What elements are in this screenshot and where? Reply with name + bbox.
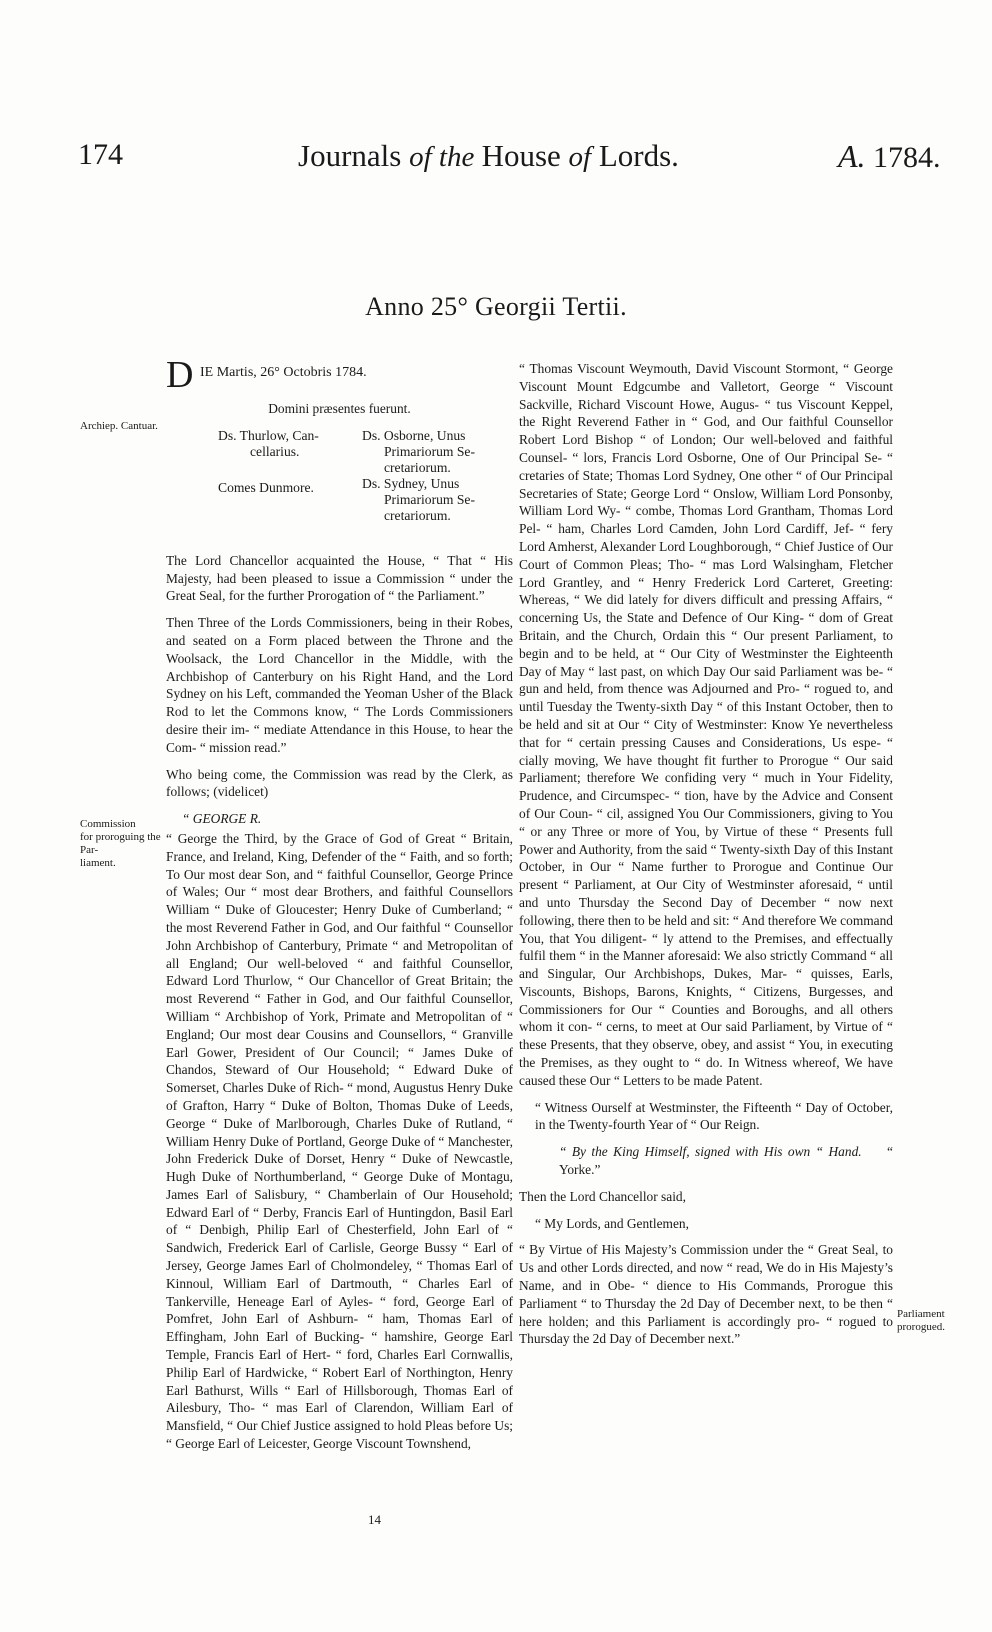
margin-note-commission	[80, 818, 162, 870]
margin-note-line: Parliament	[897, 1308, 945, 1320]
page-header	[0, 138, 992, 188]
lord-line: Ds. Sydney, Unus	[362, 475, 460, 491]
anno-heading: Anno 25° Georgii Tertii.	[365, 292, 627, 321]
lord-line: Primariorum Se-	[384, 443, 475, 459]
lord-osborne	[362, 428, 475, 476]
lord-line: cretariorum.	[384, 507, 451, 523]
lord-line: cretariorum.	[384, 459, 451, 475]
year-number: 1784.	[865, 141, 941, 174]
commission-text-continued: “ Thomas Viscount Weymouth, David Viscount Stormont, “ George Viscount Mount Edgcumbe and Valletort, George “ Viscount Sackville, Richard Viscount Howe, Augus- “ tus Viscount Keppel, the Right Reverend Father in “ God, and Our faithful Counsellor Robert Lord Bishop “ of London; Our well-beloved and faithful Counsel- “ lors, Francis Lord Osborne, One of Our Principal Se- “ cretaries of State; Thomas Lord Sydney, One other “ of Our Principal Secretaries of State; George Lord “ Onslow, William Lord Ponsonby, William Lord Wy- “ combe, Thomas Lord Grantham, Thomas Lord Pel- “ ham, Charles Lord Camden, John Lord Cardiff, Jef- “ fery Lord Amherst, Alexander Lord Loughborough, “ Chief Justice of Our Court of Common Pleas; Tho- “ mas Lord Walsingham, Fletcher Lord Grantley, and “ Henry Frederick Lord Carteret, Greeting: Whereas, “ We did lately for divers difficult and pressing Affairs, “ concerning Us, the State and Defence of Our King- “ dom of Great Britain, and the Church, Ordain this “ Our present Parliament, to begin and to be held, at “ Our City of Westminster the Eighteenth Day of May “ last past, on which Day Our said Parliament was be- “ gun and held, from thence was Adjourned and Pro- “ rogued to, and until Tuesday the Twenty-sixth Day “ of this Instant October, then to be held and sit at Our “ City of Westminster: Know Ye nevertheless that for “ certain pressing Causes and Considerations, Us espe- “ cially moving, We have thought fit further to Prorogue “ Our said Parliament; therefore We confiding very “ much in Your Fidelity, Prudence, and Circumspec- “ tion, have by the Advice and Consent of Our Coun- “ cil, assigned You Our Commissioners, giving to You “ or any Three or more of You, by Virtue of these “ Presents full Power and Authority, from the said “ Twenty-sixth Day of this Instant October, in Our “ Name further to Prorogue and Continue Our present “ Parliament, at Our City of Westminster aforesaid, “ until and unto Thursday the Second Day of December “ now next following, there then to be held and sit: “ And therefore We command You, that You diligent- “ ly attend to the Premises, and effectually fulfil them “ in the Manner aforesaid: We also strictly Command “ all and Singular, Our Archbishops, Dukes, Mar- “ quisses, Earls, Viscounts, Bishops, Barons, Knights, “ Citizens, Burgesses, and Commissioners for Our “ Counties and Boroughs, and all others whom it con- “ cerns, to meet at Our said Parliament, by Virtue of “ these Presents, that they observe, obey, and assist “ You, in executing the Premises, as they ought to “ do. In Witness whereof, We have caused these Our “ Letters to be made Patent.	[519, 361, 893, 1088]
signature-clause	[519, 1143, 893, 1179]
title-part: of	[568, 141, 592, 173]
title-part: the	[431, 141, 482, 173]
witness-clause: “ Witness Ourself at Westminster, the Fifteenth “ Day of October, in the Twenty-fourth Year of “ Our Reign.	[535, 1099, 893, 1133]
title-part: Journals	[298, 138, 410, 173]
date-line: IE Martis, 26° Octobris 1784.	[200, 365, 367, 380]
catchword: 14	[368, 1512, 381, 1527]
margin-archbishop: Archiep. Cantuar.	[80, 420, 158, 432]
lord-line: Primariorum Se-	[384, 491, 475, 507]
paragraph: The Lord Chancellor acquainted the House, “ That “ His Majesty, had been pleased to issue a Commission “ under the Great Seal, for the further Prorogation of “ the Parliament.”	[166, 552, 513, 604]
prorogation-speech: “ By Virtue of His Majesty’s Commission under the “ Great Seal, to Us and other Lords directed, and now “ read, We do in His Majesty’s Name, and in Obe- “ dience to His Commands, Prorogue this Parliament “ to Thursday the 2d Day of December next, to be then “ here holden; and this Parliament is accordingly pro- “ rogued to Thursday the 2d Day of December next.”	[519, 1242, 893, 1347]
year-letter: A.	[838, 138, 866, 174]
lord-line: Ds. Osborne, Unus	[362, 427, 466, 443]
lord-thurlow	[218, 428, 319, 460]
commission-text: “ George the Third, by the Grace of God of Great “ Britain, France, and Ireland, King, Defender of the “ Faith, and so forth; To Our most dear Son, and “ faithful Counsellor, George Prince of Wales; Our “ most dear Brothers, and faithful Counsellors William “ Duke of Gloucester; Henry Duke of Cumberland; “ the most Reverend Father in God, and Our faithful “ Counsellor John Archbishop of Canterbury, Primate “ and Metropolitan of all England; Our well-beloved “ and faithful Counsellor, Edward Lord Thurlow, “ Our Chancellor of Great Britain; the most Reverend “ Father in God, and Our faithful Counsellor, William “ Archbishop of York, Primate and Metropolitan of “ England; Our most dear Cousins and Counsellors, “ Granville Earl Gower, President of Our Council; “ James Duke of Chandos, Steward of Our Household; “ Edward Duke of Somerset, Charles Duke of Rich- “ mond, Augustus Henry Duke of Grafton, Harry “ Duke of Bolton, Thomas Duke of Leeds, George “ Duke of Marlborough, Charles Duke of Rutland, “ William Henry Duke of Portland, George Duke of “ Manchester, John Frederick Duke of Dorset, Henry “ Duke of Newcastle, Hugh Duke of Northumberland, “ George Duke of Montagu, James Earl of Salisbury, “ Chamberlain of Our Household; Edward Earl of “ Derby, Francis Earl of Huntingdon, Basil Earl of “ Denbigh, Philip Earl of Chesterfield, John Earl of “ Sandwich, Frederick Earl of Carlisle, George Bussy “ Earl of Jersey, George James Earl of Cholmondeley, “ Thomas Earl of Kinnoul, William Earl of Dartmouth, “ Charles Earl of Tankerville, Heneage Earl of Ayles- “ ford, George Earl of Pomfret, John Earl of Ashburn- “ ham, Thomas Earl of Effingham, John Earl of Bucking- “ hamshire, George Earl Temple, Francis Earl of Hert- “ ford, Charles Earl Cornwallis, Philip Earl of Hardwicke, “ Robert Earl of Northington, Henry Earl Bathurst, Wills “ Earl of Hillsborough, Thomas Earl of Ailesbury, Tho- “ mas Earl of Clarendon, William Earl of Mansfield, “ Our Chief Justice assigned to hold Pleas before Us; “ George Earl of Leicester, George Viscount Townshend,	[166, 830, 513, 1452]
present-heading: Domini præsentes fuerunt.	[268, 401, 411, 416]
paragraph: Who being come, the Commission was read by the Clerk, as follows; (videlicet)	[166, 766, 513, 800]
paragraph: Then Three of the Lords Commissioners, being in their Robes, and seated on a Form placed between the Throne and the Woolsack, the Lord Chancellor in the Middle, with the Archbishop of Canterbury on his Right Hand, and the Lord Sydney on his Left, commanded the Yeoman Usher of the Black Rod to let the Commons know, “ The Lords Commissioners desire their im- “ mediate Attendance in this House, to hear the Com- “ mission read.”	[166, 615, 513, 755]
title-part: Lords.	[591, 138, 679, 173]
year-mark	[838, 138, 941, 175]
right-column	[519, 360, 893, 1357]
session-date	[166, 354, 513, 396]
lords-present	[166, 422, 513, 552]
title-part: of	[409, 141, 432, 173]
paragraph: Then the Lord Chancellor said,	[519, 1188, 686, 1204]
page-number: 174	[78, 138, 123, 171]
drop-cap: D	[166, 354, 194, 396]
margin-note-line: for proroguing the Par-	[80, 831, 161, 856]
lord-line: cellarius.	[250, 443, 300, 459]
lord-sydney	[362, 476, 475, 524]
lord-line: Ds. Thurlow, Can-	[218, 427, 319, 443]
margin-note-prorogued	[897, 1308, 977, 1334]
left-column	[166, 354, 513, 1462]
margin-note-line: prorogued.	[897, 1321, 945, 1333]
margin-note-line: liament.	[80, 857, 116, 869]
address-line: “ My Lords, and Gentlemen,	[535, 1215, 689, 1231]
signature-name: “ Yorke.”	[559, 1144, 893, 1178]
margin-note-line: Commission	[80, 818, 136, 830]
title-part: House	[481, 138, 569, 173]
signature-text: “ By the King Himself, signed with His own “ Hand.	[559, 1144, 862, 1160]
running-title	[298, 138, 679, 174]
george-r-heading: “ GEORGE R.	[182, 811, 262, 827]
lord-dunmore: Comes Dunmore.	[218, 479, 314, 495]
